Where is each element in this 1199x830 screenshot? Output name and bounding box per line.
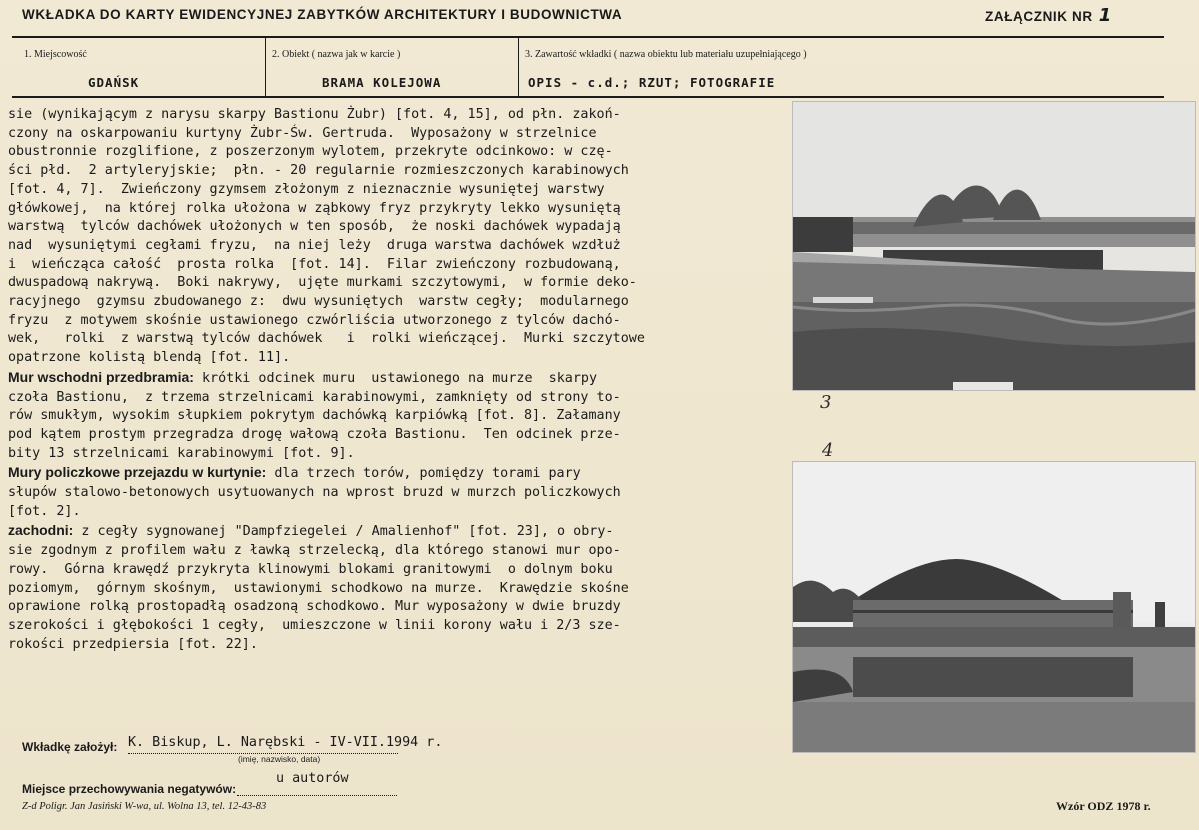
photograph-3 (792, 101, 1196, 391)
paragraph: dla trzech torów, pomiędzy torami pary (266, 466, 581, 482)
negatives-value: u autorów (276, 771, 349, 786)
section-heading: Mur wschodni przedbramia: (8, 368, 194, 385)
attachment-number-value: 1 (1098, 5, 1112, 26)
paragraph: sie (wynikającym z narysu skarpy Bastionu Żubr) [fot. 4, 15], od płn. zakoń- czony na oskarpowaniu kurtyny Żubr-Św. Gertruda. Wyposażony w strzelnice obustronnie rozglifione, z poszerzonym wylotem, przekryte odcinkowo: w czę- ści płd. 2 artyleryjskie; płn. - 20 regularnie rozmieszczonych karabinowych [fot. 4, 7]. Zwieńczony gzymsem złożonym z nieznacznie wysuniętej warstwy główkowej, na której rolka ułożona w ząbkowy fryz przykryty lekko wysuniętą warstwą tylców dachówek ułożonych w ten sposób, że noski dachówek wypadają nad wysuniętymi cegłami fryzu, na niej leży druga warstwa dachówek wzdłuż i wieńcząca całość prosta rolka [fot. 14]. Filar zwieńczony rozbudowaną, dwuspadową nakrywą. Boki nakrywy, ujęte murkami szczytowymi, w formie deko- racyjnego gzymsu zbudowanego z: dwu wysuniętych warstw cegły; modularnego fryzu z motywem skośnie ustawionego czwórliścia utworzonego z tylców dachó- wek, rolki z warstwą tylców dachówek i rolki wieńczącej. Murki szczytowe opatrzone kolistą blendą [fot. 11]. (8, 107, 645, 366)
fill-line (237, 794, 397, 796)
photo-number: 4 (822, 440, 834, 461)
header-rule-bottom (12, 96, 1164, 98)
paragraph: słupów stalowo-betonowych usytuowanych na wprost bruzd w murzch policzkowych [fot. 2]. (8, 485, 621, 519)
attachment-label: ZAŁĄCZNIK NR (985, 9, 1093, 24)
description-text (8, 106, 788, 654)
attachment-number (985, 5, 1112, 26)
locality-value: GDAŃSK (88, 75, 140, 90)
column-divider (518, 38, 519, 96)
object-value: BRAMA KOLEJOWA (322, 75, 442, 90)
section-heading: zachodni: (8, 522, 74, 539)
section-heading: Mury policzkowe przejazdu w kurtynie: (8, 464, 267, 481)
photo-number: 3 (820, 392, 832, 413)
printer-imprint: Z-d Poligr. Jan Jasiński W-wa, ul. Wolna 13, tel. 12-43-83 (22, 801, 267, 812)
form-title: WKŁADKA DO KARTY EWIDENCYJNEJ ZABYTKÓW ARCHITEKTURY I BUDOWNICTWA (22, 7, 623, 22)
photograph-4 (792, 461, 1196, 753)
contents-value: OPIS - c.d.; RZUT; FOTOGRAFIE (528, 75, 776, 90)
paragraph: z cegły sygnowanej "Dampfziegelei / Amalienhof" [fot. 23], o obry- (73, 524, 614, 540)
created-by-caption: (imię, nazwisko, data) (238, 754, 321, 764)
negatives-label: Miejsce przechowywania negatywów: (22, 782, 237, 796)
paragraph: czoła Bastionu, z trzema strzelnicami karabinowymi, zamknięty od strony to- rów smukłym, wysokim słupkiem pokrytym dachówką karpiówką [fot. 8]. Załamany pod kątem prostym przegradza drogę wałową czoła Bastionu. Ten odcinek prze- bity 13 strzelnicami karabinowymi [fot. 9]. (8, 389, 621, 461)
paragraph: sie zgodnym z profilem wału z ławką strzelecką, dla którego stanowi mur opo- rowy. Górna krawędź przykryta klinowymi blokami granitowymi o dolnym boku poziomym, górnym skośnym, ustawionymi schodkowo na murze. Krawędzie skośne oprawione rolką prostopadłą osadzoną schodkowo. Mur wyposażony w dwie bruzdy szerokości i głębokości 1 cegły, umieszczone w linii korony wału i 2/3 sze- rokości przedpiersia [fot. 22]. (8, 543, 629, 652)
created-by-label: Wkładkę założył: (22, 740, 118, 754)
form-code: Wzór ODZ 1978 r. (1056, 799, 1151, 813)
object-label: 2. Obiekt ( nazwa jak w karcie ) (272, 49, 401, 60)
header-rule-top (12, 36, 1164, 38)
contents-label: 3. Zawartość wkładki ( nazwa obiektu lub materiału uzupełniającego ) (525, 49, 807, 60)
created-by-value: K. Biskup, L. Narębski - IV-VII.1994 r. (128, 735, 443, 750)
paragraph: krótki odcinek muru ustawionego na murze skarpy (193, 370, 598, 386)
locality-label: 1. Miejscowość (24, 49, 87, 60)
column-divider (265, 38, 266, 96)
